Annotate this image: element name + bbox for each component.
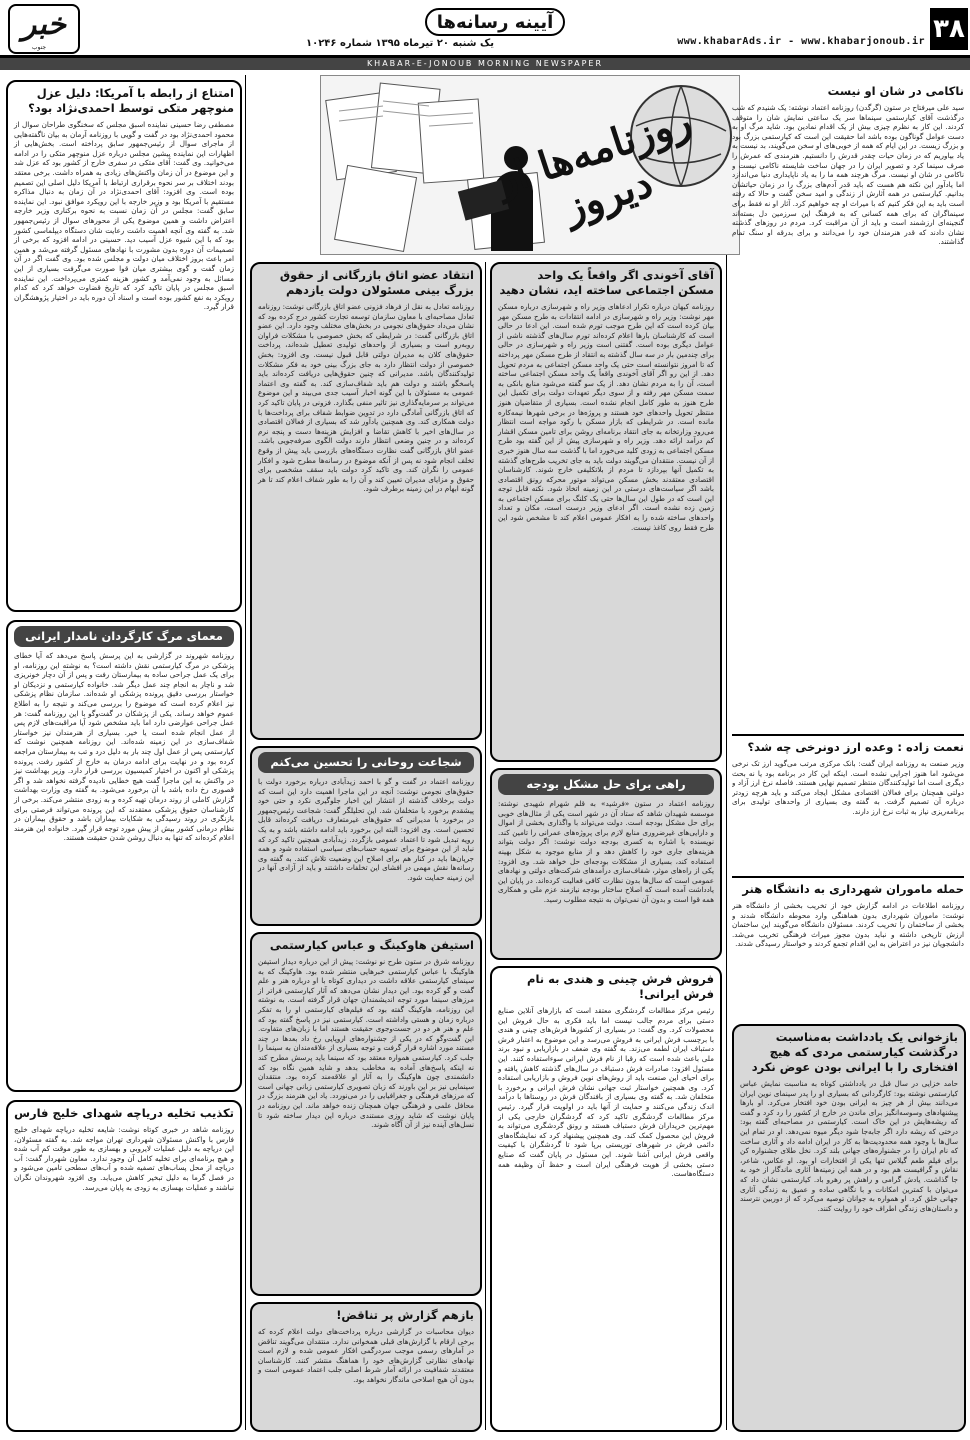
article-box bbox=[250, 1302, 482, 1432]
article-box bbox=[6, 80, 242, 612]
article-headline: بازهم گزارش پر تناقض! bbox=[336, 1308, 474, 1322]
article-body: رئیس مرکز مطالعات گردشگری معتقد است که بازارهای آنلاین صنایع دستی برای مردم جالب نیست اما باید فکری به حال فروش این محصولات کرد. وی گفت: در بسیاری از کشورها فرش‌های چینی و هندی با برچسب فرش ایرانی به فروش می‌رسد و این موضوع به اعتبار فرش دستباف ایران لطمه می‌زند. به گفته وی ضعف در بازاریابی و نبود برند ملی باعث شده است که رقبا از نام فرش ایرانی سوءاستفاده کنند. این مسئول افزود: صادرات فرش دستباف در سال‌های گذشته کاهش یافته و برای احیای این صنعت باید از روش‌های نوین فروش و بازاریابی استفاده کرد. وی همچنین خواستار ثبت جهانی نشان فرش ایرانی و برخورد با متخلفان شد. به گفته وی بسیاری از بافندگان فرش در روستاها با درآمد اندک زندگی می‌کنند و حمایت از آنها باید در اولویت قرار گیرد. رئیس مرکز مطالعات گردشگری تاکید کرد که گردشگران خارجی یکی از مهم‌ترین خریداران فرش دستباف هستند و رونق گردشگری می‌تواند به فروش این محصول کمک کند. وی همچنین پیشنهاد کرد که نمایشگاه‌های دائمی فرش در شهرهای توریستی برپا شود تا گردشگران با کیفیت واقعی فرش ایرانی آشنا شوند. این مسئول در پایان گفت که صنایع دستی بخشی از هویت فرهنگی ایران است و حفظ آن وظیفه همه دستگاه‌هاست. bbox=[498, 1006, 714, 1179]
article-box bbox=[250, 746, 482, 926]
article-headline: آقای آخوندی اگر واقعاً یک واحد مسکن اجتماعی ساخته اید، نشان دهید bbox=[499, 268, 714, 297]
article-body: مصطفی رضا حسینی نماینده اسبق مجلس که سخنگوی طراحان سوال از محمود احمدی‌نژاد بود در گفت و گویی با روزنامه آرمان به بیان ناگفته‌هایی از ماجرای سوال از رئیس‌جمهور سابق پرداخته است. بخش‌هایی از اظهارات این نماینده پیشین مجلس درباره عزل منوچهر متکی را در ادامه می‌خوانید. وی گفت: آقای متکی در سفری خارج از کشور بود که عزل شد و این موضوع در آن زمان واکنش‌های زیادی به همراه داشت. برخی معتقد بودند اختلاف بر سر نحوه برقراری ارتباط با آمریکا دلیل اصلی این تصمیم بوده است. وی افزود: آقای احمدی‌نژاد در آن زمان به دنبال مذاکره مستقیم با آمریکا بود و وزیر خارجه با این رویکرد موافق نبود. این نماینده سابق گفت: مجلس در آن زمان نسبت به نحوه برکناری وزیر خارجه اعتراض داشت و همین موضوع یکی از محورهای سوال از رئیس‌جمهور شد. به گفته وی آنچه اهمیت داشت رعایت شان دستگاه دیپلماسی کشور بود که با این شیوه عزل آسیب دید. حسینی در ادامه افزود که برخی از تصمیمات آن دوره بدون مشورت با نهادهای مسئول گرفته می‌شد و همین امر باعث بروز اختلاف میان دولت و مجلس شده بود. وی گفت اگر در آن زمان گفت و گوی بیشتری میان قوا صورت می‌گرفت بسیاری از این مسائل به وجود نمی‌آمد و کشور هزینه کمتری می‌پرداخت. این نماینده اسبق مجلس در پایان تاکید کرد که تاریخ قضاوت خواهد کرد که کدام رویکرد به نفع کشور بوده است و اسناد آن دوره باید در اختیار پژوهشگران قرار گیرد. bbox=[14, 120, 234, 312]
article-body: حامد خزایی در سال قبل در یادداشتی کوتاه به مناسبت نمایش عباس کیارستمی نوشته بود: کارگردانی که بسیاری او را پدر سینمای نوین ایران می‌دانند بیش از هر چیز به ایرانی بودن خود افتخار می‌کرد. او بارها پیشنهادهای وسوسه‌انگیز برای ماندن در خارج از کشور را رد کرد و گفت که ریشه‌هایش در این خاک است. کیارستمی در مصاحبه‌ای گفته بود: درختی که ریشه دارد اگر جابه‌جا شود دیگر میوه نمی‌دهد. او در تمام این سال‌ها با وجود همه محدودیت‌ها به کار در ایران ادامه داد و آثاری ساخت که نام ایران را در جشنواره‌های جهانی بلند کرد. نخل طلای جشنواره کن برای فیلم طعم گیلاس تنها یکی از افتخارات او بود. او عکاس، شاعر، نقاش و گرافیست هم بود و در همه این زمینه‌ها آثاری ماندگار از خود به جا گذاشت. یادش گرامی و راهش پر رهرو باد. کیارستمی نشان داد که می‌توان با کمترین امکانات و با نگاهی ساده و عمیق به زندگی آثاری جهانی خلق کرد. او همواره به جوانان توصیه می‌کرد که از دوربین نترسند و داستان‌های زندگی اطراف خود را روایت کنند. bbox=[740, 1079, 958, 1213]
article-headline: تکذیب تخلیه دریاچه شهدای خلیج فارس bbox=[14, 1106, 234, 1120]
article-body: روزنامه اعتماد در ستون «فرشید» به قلم شهرام شهیدی نوشته: موسسه شهیدان شاهد که ستاد آن در شهر است یکی از مثال‌های خوبی برای حل مشکل بودجه است. دولت می‌تواند با واگذاری بخشی از اموال و دارایی‌های غیرضروری منابع لازم برای پروژه‌های عمرانی را تامین کند. نویسنده با اشاره به کسری بودجه دولت نوشت: اگر دولت بتواند هزینه‌های جاری خود را کاهش دهد و از منابع موجود به شکل بهینه استفاده کند، بسیاری از مشکلات بودجه‌ای حل خواهد شد. وی افزود: یکی از راه‌های موثر، شفاف‌سازی درآمدهای شرکت‌های دولتی و نهادهای عمومی است که سال‌ها بدون نظارت کافی فعالیت کرده‌اند. در پایان این یادداشت آمده است که اصلاح ساختار بودجه نیازمند عزم ملی و همکاری همه قوا است و بدون آن نمی‌توان به نتیجه مطلوب رسید. bbox=[498, 799, 714, 904]
article-body: روزنامه شاهد در خبری کوتاه نوشت: شایعه تخلیه دریاچه شهدای خلیج فارس با واکنش مسئولان شهرداری تهران مواجه شد. به گفته مسئولان، این دریاچه به دلیل عملیات لایروبی و بهسازی به طور موقت کم آب شده و هیچ برنامه‌ای برای تخلیه کامل آن وجود ندارد. معاون شهردار گفت: آب دریاچه از محل پساب‌های تصفیه شده و آب‌های سطحی تامین می‌شود و در فصل گرما به دلیل تبخیر کاهش می‌یابد. وی افزود شهروندان نگران نباشند و عملیات بهسازی به زودی به پایان می‌رسد. bbox=[14, 1125, 234, 1192]
article-box bbox=[6, 1100, 242, 1432]
article-body: روزنامه اعتماد در گفت و گو با احمد زیدآبادی درباره برخورد دولت با حقوق‌های نجومی نوشت: آنچه در این ماجرا اهمیت دارد این است که دولت برخلاف گذشته از انتشار این اخبار جلوگیری نکرد و حتی خود پیشقدم برخورد با متخلفان شد. این تحلیلگر گفت: شجاعت رئیس‌جمهور در برخورد با مدیرانی که حقوق‌های غیرمتعارف دریافت کرده‌اند قابل تحسین است. وی افزود: البته این برخورد باید ادامه داشته باشد و به یک رویه تبدیل شود تا اعتماد عمومی بازگردد. زیدآبادی همچنین تاکید کرد که نباید از این موضوع برای تسویه حساب‌های سیاسی استفاده شود و همه جریان‌ها باید در کنار هم برای اصلاح این وضعیت تلاش کنند. به گفته وی رسانه‌ها نقش مهمی در افشای این تخلفات داشتند و باید از آزادی آنها در این زمینه حمایت شود. bbox=[258, 777, 474, 882]
column-rule bbox=[485, 262, 486, 1430]
website-links[interactable]: www.khabarAds.ir - www.khabarjonoub.ir bbox=[677, 36, 925, 47]
article-headline: استیفن هاوکینگ و عباس کیارستمی bbox=[269, 938, 474, 952]
article-box bbox=[732, 1024, 966, 1432]
article-body: روزنامه شرق در ستون طرح نو نوشت: پیش از این درباره دیدار استیفن هاوکینگ با عباس کیارستمی خبرهایی منتشر شده بود. هاوکینگ که به سینمای کیارستمی علاقه داشت در دیداری کوتاه با او درباره هنر و علم گفت و گو کرده بود. این دیدار نشان می‌دهد که آثار کیارستمی فراتر از مرزهای سینما مورد توجه اندیشمندان جهان قرار گرفته است. به نوشته این روزنامه، هاوکینگ گفته بود که فیلم‌های کیارستمی او را به تفکر درباره زمان و هستی واداشته است. کیارستمی نیز در پاسخ گفته بود که علم و هنر هر دو در جست‌وجوی حقیقت هستند اما با زبان‌های متفاوت. این گفت‌وگو که در یکی از جشنواره‌های اروپایی رخ داد بعدها در چند مستند مورد اشاره قرار گرفت و توجه بسیاری از علاقه‌مندان به سینما را جلب کرد. کیارستمی همواره معتقد بود که سینما باید پرسش مطرح کند نه اینکه پاسخ‌های آماده به مخاطب بدهد و شاید همین نگاه بود که دانشمندی چون هاوکینگ را به آثار او علاقه‌مند کرده بود. منتقدان سینمایی نیز بر این باورند که زبان تصویری کیارستمی زبانی جهانی است که مرزهای فرهنگی و جغرافیایی را در می‌نوردد. یاد این هنرمند بزرگ در محافل علمی و فرهنگی جهان همچنان زنده خواهد ماند. این روزنامه در پایان نوشت که شاید روزی مستندی درباره این دیدار ساخته شود تا نسل‌های آینده نیز از آن آگاه شوند. bbox=[258, 957, 474, 1130]
article-headline: نعمت زاده : وعده ارز دونرخی چه شد؟ bbox=[747, 740, 964, 754]
issue-date-line: یک شنبه ۲۰ تیرماه ۱۳۹۵ شماره ۱۰۲۴۶ bbox=[306, 38, 494, 49]
article-body: روزنامه کیهان درباره تکرار ادعاهای وزیر راه و شهرسازی درباره مسکن مهر نوشت: وزیر راه و شهرسازی در ادامه انتقادات به طرح مسکن مهر بیان کرده است که این طرح موجب تورم شده است. این ادعا در حالی است که کارشناسان بارها اعلام کرده‌اند تورم سال‌های گذشته ناشی از عوامل دیگری بوده است. گفتنی است وزیر راه و شهرسازی در حالی برای چندمین بار در سه سال گذشته به انتقاد از طرح مسکن مهر پرداخته که تا امروز نتوانسته است حتی یک واحد مسکن اجتماعی به مردم تحویل دهد. از این رو اگر آقای آخوندی واقعاً یک واحد مسکن اجتماعی ساخته است، آن را به مردم نشان دهد. از یک سو گفته می‌شود منابع بانکی به سمت مسکن مهر رفته و از سوی دیگر تعهدات دولت برای تکمیل این طرح هنوز به طور کامل انجام نشده است. بسیاری از متقاضیان هنوز منتظر تحویل واحدهای خود هستند و پروژه‌ها در برخی شهرها نیمه‌کاره مانده است. در شرایطی که بازار مسکن با رکود مواجه است انتظار می‌رود وزارتخانه به جای انتقاد برنامه‌ای روشن برای تامین مسکن اقشار کم درآمد ارائه دهد. وزیر راه و شهرسازی پیش از این گفته بود طرح مسکن اجتماعی به زودی کلید می‌خورد اما با گذشت سه سال هنوز خبری از آن نیست. منتقدان می‌گویند دولت باید به جای تخریب طرح‌های گذشته به تکمیل آنها بپردازد تا مردم از بلاتکلیفی خارج شوند. کارشناسان اقتصادی معتقدند بخش مسکن می‌تواند موتور محرکه رونق اقتصادی باشد اگر سیاست‌های درستی در این زمینه اتخاذ شود. نکته قابل توجه این است که در طول این سال‌ها حتی یک کلنگ برای مسکن اجتماعی به زمین زده نشده است. اگر ادعای وزیر درست است، مکان و تعداد واحدهای ساخته شده را به افکار عمومی اعلام کند تا مشخص شود این طرح فقط روی کاغذ نیست. bbox=[498, 302, 714, 532]
newspaper-logo-sub: جنوب bbox=[31, 44, 47, 51]
newspaper-logo: خبر bbox=[8, 4, 80, 54]
article-headline: فروش فرش چینی و هندی به نام فرش ایرانی! bbox=[527, 972, 714, 1001]
article-column bbox=[732, 882, 964, 1018]
article-headline: ناکامی در شان او نیست bbox=[827, 84, 964, 98]
article-headline: امتناع از رابطه با آمریکا: دلیل عزل منوچهر متکی توسط احمدی‌نژاد بود؟ bbox=[28, 86, 234, 115]
article-column bbox=[732, 84, 964, 729]
article-body: روزنامه شهروند در گزارشی به این پرسش پاسخ می‌دهد که آیا خطای پزشکی در مرگ کیارستمی نقش داشته است؟ به نوشته این روزنامه، او برای یک عمل جراحی ساده به بیمارستان رفت و پس از آن دچار خونریزی شد و ناچار به انجام چند عمل دیگر شد. خانواده کیارستمی و نزدیکان او خواستار بررسی دقیق پرونده پزشکی او شده‌اند. سازمان نظام پزشکی نیز اعلام کرده است که موضوع را بررسی می‌کند و نتیجه را به اطلاع عموم خواهد رساند. یکی از پزشکان در گفت‌وگو با این روزنامه گفت: هر عمل جراحی عوارضی دارد اما باید مشخص شود آیا مراقبت‌های لازم پس از عمل انجام شده است یا خیر. بسیاری از هنرمندان نیز خواستار شفاف‌سازی در این زمینه شده‌اند. این روزنامه همچنین نوشت که کیارستمی پس از عمل اول چند بار به دلیل درد و تب به بیمارستان مراجعه کرده بود و در نهایت برای ادامه درمان به خارج از کشور رفت. پرونده پزشکی او اکنون در اختیار کمیسیون بررسی قرار دارد. وزیر بهداشت نیز در واکنش به این ماجرا گفت هیچ خطایی نادیده گرفته نخواهد شد و اگر قصوری رخ داده باشد با آن برخورد می‌شود. به گفته وی وزارت بهداشت گزارش کاملی از روند درمان تهیه کرده و به زودی منتشر می‌کند. برخی از کارشناسان حقوق پزشکی معتقدند که این پرونده می‌تواند فرصتی برای بازنگری در روند رسیدگی به شکایات بیماران باشد و حقوق بیماران در نظام درمانی کشور بیش از پیش مورد توجه قرار گیرد. خانواده این هنرمند اعلام کرده‌اند که تنها به دنبال روشن شدن حقیقت هستند. bbox=[14, 651, 234, 843]
article-box bbox=[250, 262, 482, 740]
article-box bbox=[490, 262, 722, 762]
article-headline: معمای مرگ کارگردان نامدار ایرانی bbox=[14, 626, 234, 647]
article-box bbox=[490, 966, 722, 1432]
article-headline: بازخوانی یک یادداشت به‌مناسبت درگذشت کیارستمی مردی که هیچ افتخاری را با ایرانی بودن عوض نکرد bbox=[751, 1030, 958, 1074]
article-box bbox=[6, 620, 242, 1092]
divider bbox=[732, 876, 964, 878]
article-body: وزیر صنعت به روزنامه ایران گفت: بانک مرکزی مرتب می‌گوید ارز تک نرخی می‌شود اما هنوز اجرایی نشده است. اینکه این کار در برنامه بود یا نه بحث دیگری است اما تولیدکنندگان منتظر تصمیم نهایی هستند. فاصله نرخ ارز آزاد و دولتی همچنان برای فعالان اقتصادی مشکل ایجاد می‌کند و باید هرچه زودتر درباره آن تصمیم گرفت. به گفته وی بسیاری از واحدهای تولیدی برای برنامه‌ریزی نیاز به ثبات نرخ ارز دارند. bbox=[732, 759, 964, 816]
article-box bbox=[250, 932, 482, 1296]
article-box bbox=[490, 768, 722, 960]
article-headline: راهی برای حل مشکل بودجه bbox=[498, 774, 714, 795]
newspaper-name-strip: KHABAR-E-JONOUB MORNING NEWSPAPER bbox=[0, 58, 970, 70]
divider bbox=[732, 734, 964, 736]
page-number: ۳۸ bbox=[930, 8, 968, 50]
column-rule bbox=[245, 75, 246, 1430]
section-title: آیینه رسانه‌ها bbox=[425, 8, 565, 36]
article-column bbox=[732, 740, 964, 870]
column-rule bbox=[726, 75, 727, 1430]
article-body: روزنامه اطلاعات در ادامه گزارش خود از تخریب بخشی از دانشگاه هنر نوشت: ماموران شهرداری بدون هماهنگی وارد محوطه دانشگاه شدند و بخشی از ساختمان را تخریب کردند. مسئولان دانشگاه می‌گویند این ساختمان ارزش تاریخی داشته و نباید بدون مجوز میراث فرهنگی تخریب می‌شد. دانشجویان نیز در اعتراض به این اقدام تجمع کردند و خواستار رسیدگی شدند. bbox=[732, 901, 964, 949]
article-headline: شجاعت روحانی را تحسین می‌کنم bbox=[258, 752, 474, 773]
section-masthead-graphic bbox=[320, 75, 740, 255]
article-headline: حمله ماموران شهرداری به دانشگاه هنر bbox=[742, 882, 964, 896]
article-body: دیوان محاسبات در گزارشی درباره پرداخت‌های دولت اعلام کرده که برخی ارقام با گزارش‌های قبلی همخوانی ندارد. منتقدان می‌گویند تناقض در آمارهای رسمی موجب سردرگمی افکار عمومی شده و لازم است نهادهای نظارتی گزارش‌های خود را هماهنگ منتشر کنند. کارشناسان معتقدند شفافیت در ارائه آمار شرط اصلی جلب اعتماد عمومی است و بدون آن هیچ اصلاحی ماندگار نخواهد بود. bbox=[258, 1327, 474, 1384]
article-body: سید علی میرفتاح در ستون (گرگدن) روزنامه اعتماد نوشته: یک شنیدم که شب درگذشت آقای کیارستمی سینماها سر یک ساعتی نمایش شان را متوقف کردند. این کار به نظرم چیزی بیش از یک اقدام نمادین بود. شاید مرگ او به دست عوامل گوناگون بوده باشد اما حقیقت این است که کیارستمی بزرگ بود و بزرگ زیست. در این ایام که همه از خوبی‌های او سخن می‌گویند، بد نیست به یاد بیاوریم که در زمان حیات چقدر قدرش را دانستیم. هنرمندی که عمرش را صرف سینما کرد و تصویر ایران را در جهان ساخت شایسته ناکامی نیست و ناکامی در شان او نیست. مرگ هرچند همه ما را به یاد ناپایداری دنیا می‌اندازد اما یادآور این نکته هم هست که باید قدر آدم‌های بزرگ را در زمان حیاتشان بدانیم. کیارستمی در همه آثارش از زندگی و امید سخن گفت و حالا که رفته است باید به این فکر کنیم که با میراث او چه خواهیم کرد. آثار او نه فقط برای سینماگران که برای همه کسانی که به فرهنگ این سرزمین دل بسته‌اند گنجینه‌ای ارزشمند است و باید از آن مراقبت کرد. مردم در روزهای گذشته نشان دادند که قدر هنرمندان خود را می‌دانند و برای بدرقه او سنگ تمام گذاشتند. bbox=[732, 103, 964, 247]
masthead-title: روزنامه‌ها از دیروز bbox=[490, 97, 697, 232]
article-headline: انتقاد عضو اتاق بازرگانی از حقوق بزرگ بینی مسئولان دولت یازدهم bbox=[279, 268, 474, 297]
article-body: روزنامه تعادل به نقل از فرهاد فزونی عضو اتاق بازرگانی نوشت: روزنامه تعادل مصاحبه‌ای با معاون سازمان توسعه تجارت کشور درج کرده بود که نشان می‌داد حقوق‌های نجومی در بخش‌های مختلف وجود دارد. این عضو اتاق بازرگانی گفت: در شرایطی که بخش خصوصی با مشکلات فراوان روبه‌رو است و بسیاری از واحدهای تولیدی تعطیل شده‌اند، پرداخت حقوق‌های کلان به مدیران دولتی قابل قبول نیست. وی افزود: بخش خصوصی از دولت انتظار دارد به جای بزرگ بینی خود به فکر مشکلات تولیدکنندگان باشد. مدیرانی که چنین حقوق‌هایی دریافت کرده‌اند باید پاسخگو باشند و دولت هم باید شفاف‌سازی کند. به گفته وی اعتماد عمومی به مسئولان با این گونه اخبار آسیب جدی می‌بیند و این موضوع می‌تواند بر سرمایه‌گذاری نیز تاثیر منفی بگذارد. فزونی در پایان تاکید کرد که اتاق بازرگانی آمادگی دارد در تدوین ضوابط شفاف برای پرداخت‌ها با دولت همکاری کند. وی همچنین یادآور شد که بسیاری از فعالان اقتصادی در سال‌های اخیر با کاهش تقاضا و افزایش هزینه‌ها دست و پنجه نرم کرده‌اند و در چنین وضعی انتظار دارند دولت الگوی صرفه‌جویی باشد. عضو اتاق بازرگانی گفت نظارت دستگاه‌های بازرسی باید پیش از وقوع تخلف انجام شود نه پس از آنکه موضوع در رسانه‌ها مطرح شود و افکار عمومی را نگران کند. وی تاکید کرد دولت باید سقف مشخصی برای حقوق و مزایای مدیران تعیین کند و آن را به طور شفاف اعلام کند تا هر گونه ابهام در این زمینه برطرف شود. bbox=[258, 302, 474, 494]
